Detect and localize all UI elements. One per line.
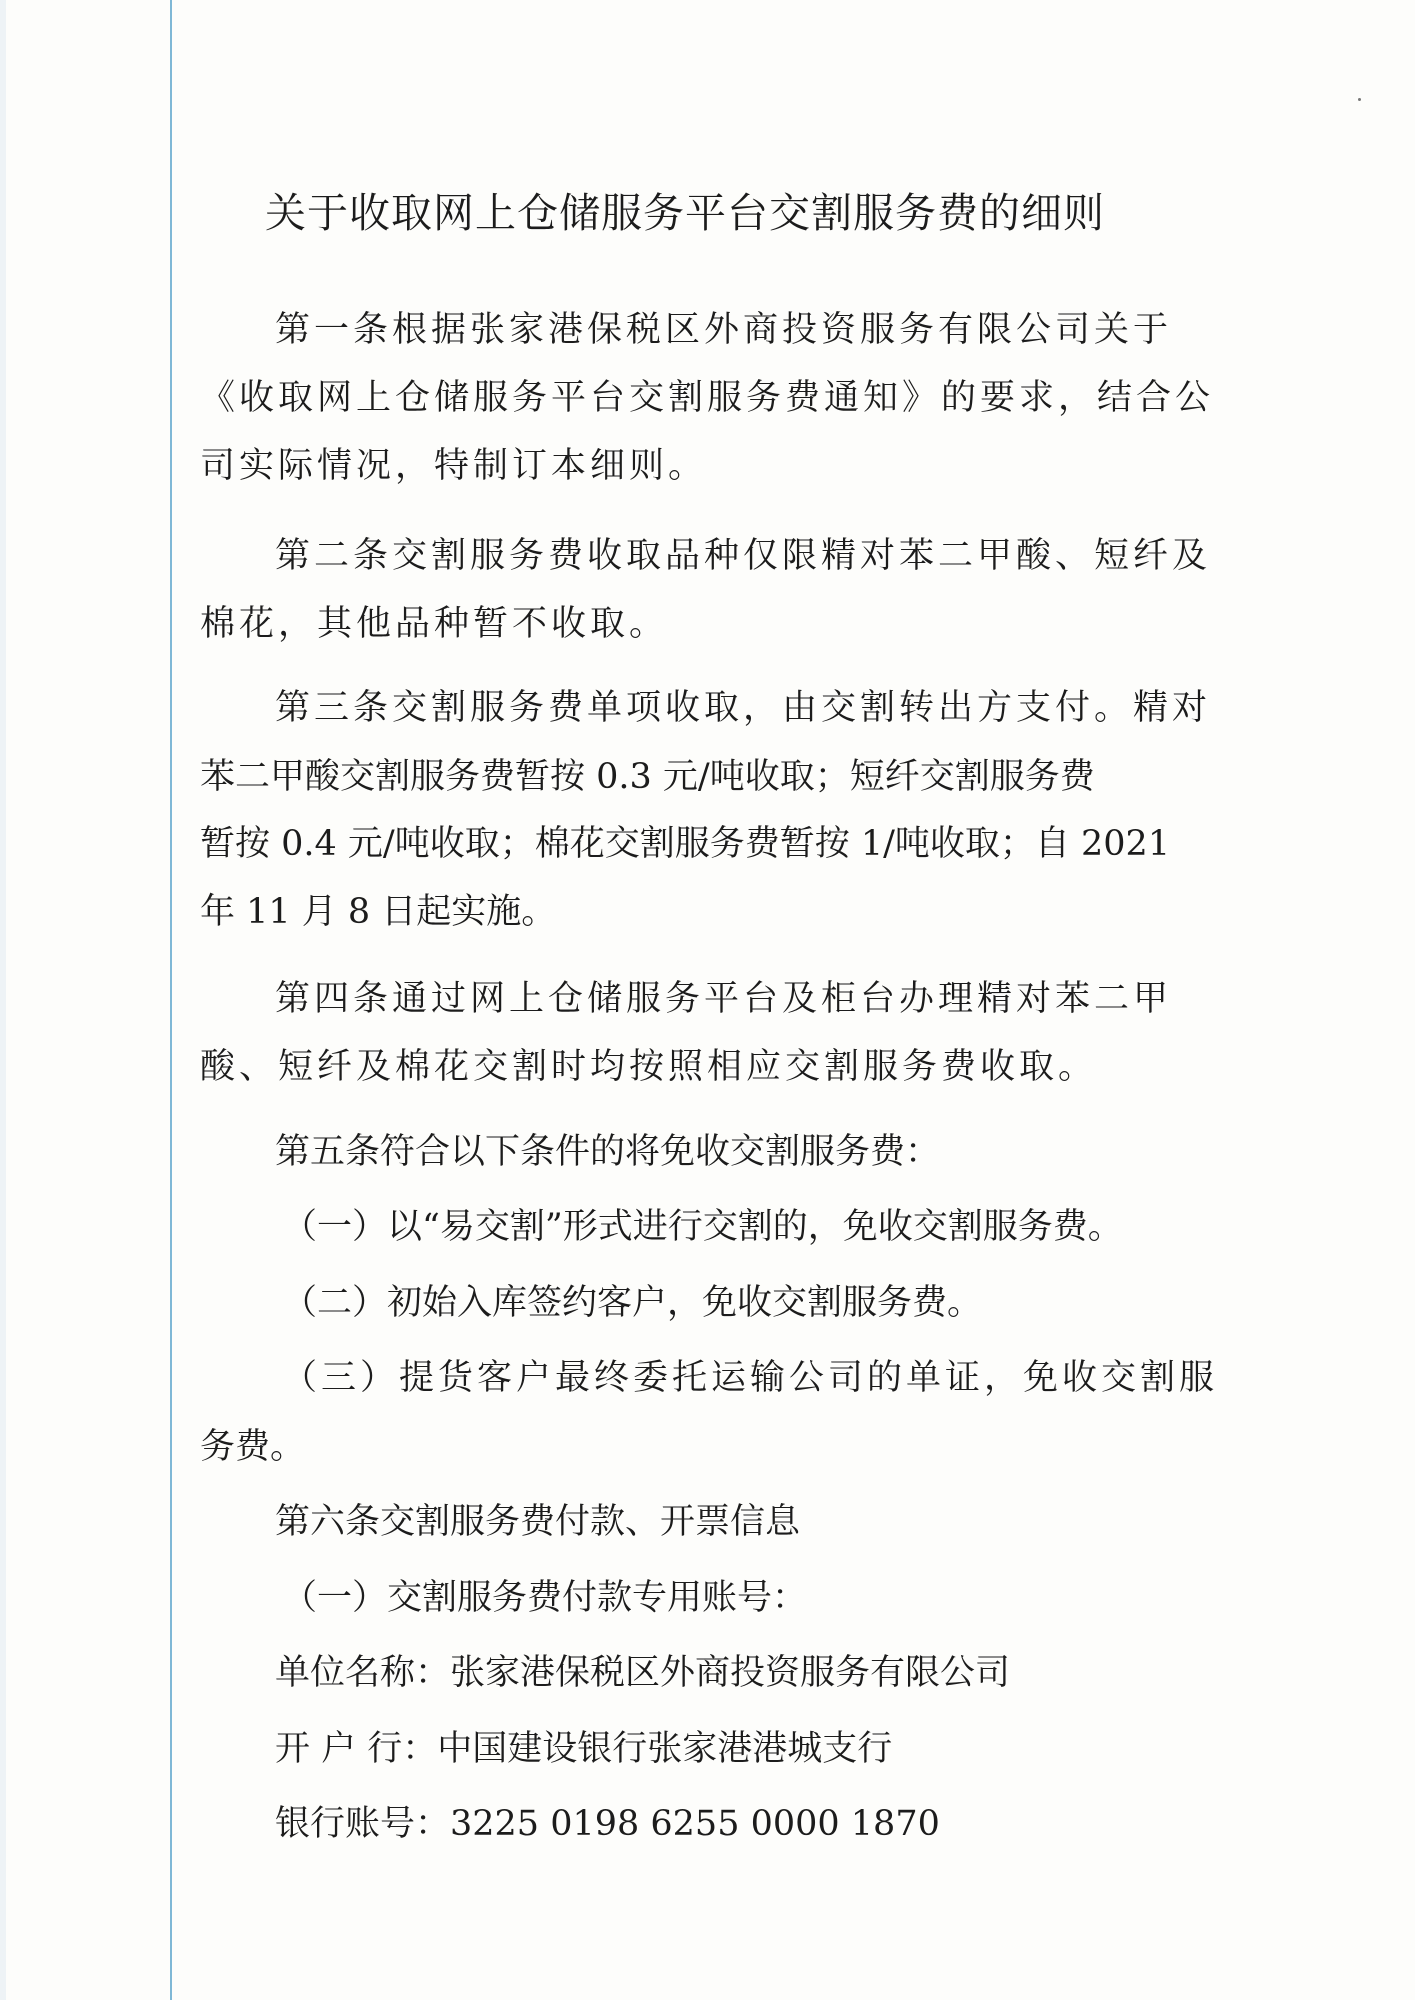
document-title: 关于收取网上仓储服务平台交割服务费的细则 bbox=[265, 189, 1105, 237]
article-6-heading: 第六条交割服务费付款、开票信息 bbox=[275, 1502, 801, 1542]
article-5-item-1: （一）以“易交割”形式进行交割的，免收交割服务费。 bbox=[282, 1207, 1123, 1247]
binding-margin-line bbox=[170, 0, 172, 2000]
article-4-line-1: 第四条通过网上仓储服务平台及柜台办理精对苯二甲 bbox=[275, 979, 1173, 1019]
article-2-line-2: 棉花，其他品种暂不收取。 bbox=[200, 604, 669, 644]
article-3-line-3: 暂按 0.4 元/吨收取；棉花交割服务费暂按 1/吨收取；自 2021 bbox=[200, 824, 1171, 864]
article-5-item-3-line-2: 务费。 bbox=[200, 1427, 306, 1467]
article-6-item-1: （一）交割服务费付款专用账号： bbox=[282, 1578, 808, 1618]
article-3-line-1: 第三条交割服务费单项收取，由交割转出方支付。精对 bbox=[275, 688, 1212, 728]
article-1-line-2: 《收取网上仓储服务平台交割服务费通知》的要求，结合公 bbox=[200, 378, 1215, 418]
article-1-line-3: 司实际情况，特制订本细则。 bbox=[200, 446, 708, 486]
payee-name: 单位名称：张家港保税区外商投资服务有限公司 bbox=[275, 1653, 1011, 1693]
page-edge bbox=[0, 0, 6, 2000]
bank-account-number: 银行账号：3225 0198 6255 0000 1870 bbox=[275, 1804, 940, 1844]
document-page bbox=[200, 0, 1219, 2000]
scan-speck bbox=[1358, 98, 1361, 101]
article-3-line-2: 苯二甲酸交割服务费暂按 0.3 元/吨收取；短纤交割服务费 bbox=[200, 757, 1095, 797]
article-2-line-1: 第二条交割服务费收取品种仅限精对苯二甲酸、短纤及 bbox=[275, 536, 1212, 576]
article-5-item-2: （二）初始入库签约客户，免收交割服务费。 bbox=[282, 1283, 983, 1323]
article-4-line-2: 酸、短纤及棉花交割时均按照相应交割服务费收取。 bbox=[200, 1047, 1098, 1087]
article-5-intro: 第五条符合以下条件的将免收交割服务费： bbox=[275, 1132, 941, 1172]
article-5-item-3-line-1: （三）提货客户最终委托运输公司的单证，免收交割服 bbox=[282, 1358, 1219, 1398]
article-3-line-4: 年 11 月 8 日起实施。 bbox=[200, 892, 557, 932]
bank-branch: 开 户 行：中国建设银行张家港港城支行 bbox=[275, 1729, 893, 1769]
article-1-line-1: 第一条根据张家港保税区外商投资服务有限公司关于 bbox=[275, 310, 1173, 350]
